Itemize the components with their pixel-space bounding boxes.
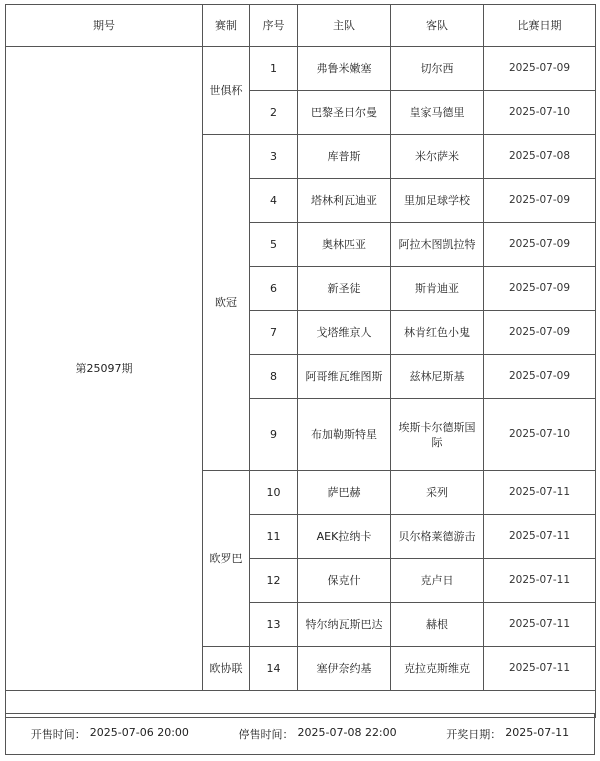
away-team-cell [391, 399, 484, 471]
match-index-cell: 7 [250, 311, 298, 355]
home-team-cell [298, 647, 391, 691]
match-index-cell: 8 [250, 355, 298, 399]
match-index-cell: 1 [250, 47, 298, 91]
home-team-cell-text: 奥林匹亚 [322, 238, 366, 251]
away-team-cell [391, 311, 484, 355]
match-index-cell: 9 [250, 399, 298, 471]
home-team-cell-text: 戈塔维京人 [316, 326, 372, 339]
away-team-cell [391, 179, 484, 223]
competition-cell: 欧冠 [203, 135, 250, 471]
match-date-cell: 2025-07-11 [484, 515, 596, 559]
away-team-cell-text: 贝尔格莱德游击 [398, 530, 476, 543]
match-date-cell: 2025-07-09 [484, 179, 596, 223]
home-team-cell-text: 巴黎圣日尔曼 [311, 106, 377, 119]
match-index-cell: 10 [250, 471, 298, 515]
away-team-cell-text: 米尔萨米 [415, 150, 459, 163]
schedule-table [5, 4, 596, 718]
match-date-cell: 2025-07-09 [484, 355, 596, 399]
home-team-cell [298, 223, 391, 267]
home-team-cell-text: 特尔纳瓦斯巴达 [305, 618, 383, 631]
match-date-cell: 2025-07-09 [484, 223, 596, 267]
competition-cell: 世俱杯 [203, 47, 250, 135]
header-competition: 赛制 [203, 5, 250, 47]
away-team-cell [391, 91, 484, 135]
home-team-cell [298, 603, 391, 647]
away-team-cell [391, 47, 484, 91]
match-index-cell: 13 [250, 603, 298, 647]
away-team-cell-text: 皇家马德里 [409, 106, 465, 119]
match-date-cell: 2025-07-11 [484, 559, 596, 603]
home-team-cell-text: 弗鲁米嫩塞 [316, 62, 372, 75]
home-team-cell [298, 471, 391, 515]
match-date-cell: 2025-07-09 [484, 47, 596, 91]
away-team-cell-text: 采列 [426, 486, 448, 499]
home-team-cell-text: 新圣徒 [327, 282, 361, 295]
match-date-cell: 2025-07-08 [484, 135, 596, 179]
sale-start-label: 开售时间： [30, 728, 86, 741]
match-date-cell: 2025-07-10 [484, 91, 596, 135]
header-home: 主队 [298, 5, 391, 47]
away-team-cell [391, 135, 484, 179]
away-team-cell-text: 斯肯迪亚 [415, 282, 459, 295]
away-team-cell [391, 471, 484, 515]
sale-info-footer [5, 713, 595, 755]
away-team-cell [391, 515, 484, 559]
away-team-cell-text: 兹林尼斯基 [409, 370, 465, 383]
header-period: 期号 [6, 5, 203, 47]
match-date-cell: 2025-07-11 [484, 603, 596, 647]
sale-start-value: 2025-07-06 20:00 [89, 726, 189, 739]
match-date-cell: 2025-07-09 [484, 267, 596, 311]
away-team-cell [391, 355, 484, 399]
draw-date [446, 726, 569, 742]
away-team-cell [391, 267, 484, 311]
header-date: 比赛日期 [484, 5, 596, 47]
match-index-cell: 6 [250, 267, 298, 311]
home-team-cell-text: 保克什 [327, 574, 361, 587]
home-team-cell [298, 91, 391, 135]
match-index-cell: 12 [250, 559, 298, 603]
sale-stop [239, 726, 397, 742]
header-index: 序号 [250, 5, 298, 47]
match-index-cell: 4 [250, 179, 298, 223]
home-team-cell [298, 135, 391, 179]
away-team-cell [391, 603, 484, 647]
home-team-cell-text: 阿哥维瓦维图斯 [305, 370, 383, 383]
match-date-cell: 2025-07-10 [484, 399, 596, 471]
draw-date-value: 2025-07-11 [505, 726, 570, 739]
away-team-cell-text: 赫根 [426, 618, 448, 631]
home-team-cell [298, 179, 391, 223]
header-away: 客队 [391, 5, 484, 47]
home-team-cell [298, 267, 391, 311]
away-team-cell-text: 克拉克斯维克 [404, 662, 470, 675]
home-team-cell [298, 311, 391, 355]
schedule-body [6, 47, 596, 691]
match-index-cell: 11 [250, 515, 298, 559]
competition-cell: 欧罗巴 [203, 471, 250, 647]
home-team-cell-text: 布加勒斯特星 [311, 428, 377, 441]
home-team-cell-text: 塞伊奈约基 [316, 662, 372, 675]
away-team-cell [391, 559, 484, 603]
sale-stop-value: 2025-07-08 22:00 [297, 726, 397, 739]
header-row [6, 5, 596, 47]
home-team-cell [298, 515, 391, 559]
home-team-cell-text: AEK拉纳卡 [316, 530, 372, 543]
away-team-cell [391, 223, 484, 267]
match-date-cell: 2025-07-11 [484, 647, 596, 691]
match-index-cell: 2 [250, 91, 298, 135]
table-row [6, 47, 596, 91]
away-team-cell-text: 里加足球学校 [404, 194, 470, 207]
match-index-cell: 3 [250, 135, 298, 179]
draw-date-label: 开奖日期： [446, 728, 502, 741]
home-team-cell-text: 库普斯 [327, 150, 361, 163]
home-team-cell [298, 47, 391, 91]
away-team-cell [391, 647, 484, 691]
home-team-cell [298, 559, 391, 603]
match-date-cell: 2025-07-09 [484, 311, 596, 355]
home-team-cell [298, 399, 391, 471]
away-team-cell-text: 切尔西 [420, 62, 454, 75]
match-date-cell: 2025-07-11 [484, 471, 596, 515]
away-team-cell-text: 克卢日 [420, 574, 454, 587]
sale-stop-label: 停售时间： [238, 728, 294, 741]
home-team-cell-text: 萨巴赫 [327, 486, 361, 499]
away-team-cell-text: 阿拉木图凯拉特 [398, 238, 476, 251]
home-team-cell [298, 355, 391, 399]
competition-cell: 欧协联 [203, 647, 250, 691]
away-team-cell-text: 埃斯卡尔德斯国际 [398, 420, 476, 449]
sale-start [31, 726, 189, 742]
home-team-cell-text: 塔林利瓦迪亚 [311, 194, 377, 207]
period-cell: 第25097期 [6, 47, 203, 691]
away-team-cell-text: 林肯红色小鬼 [404, 326, 470, 339]
match-index-cell: 14 [250, 647, 298, 691]
match-index-cell: 5 [250, 223, 298, 267]
